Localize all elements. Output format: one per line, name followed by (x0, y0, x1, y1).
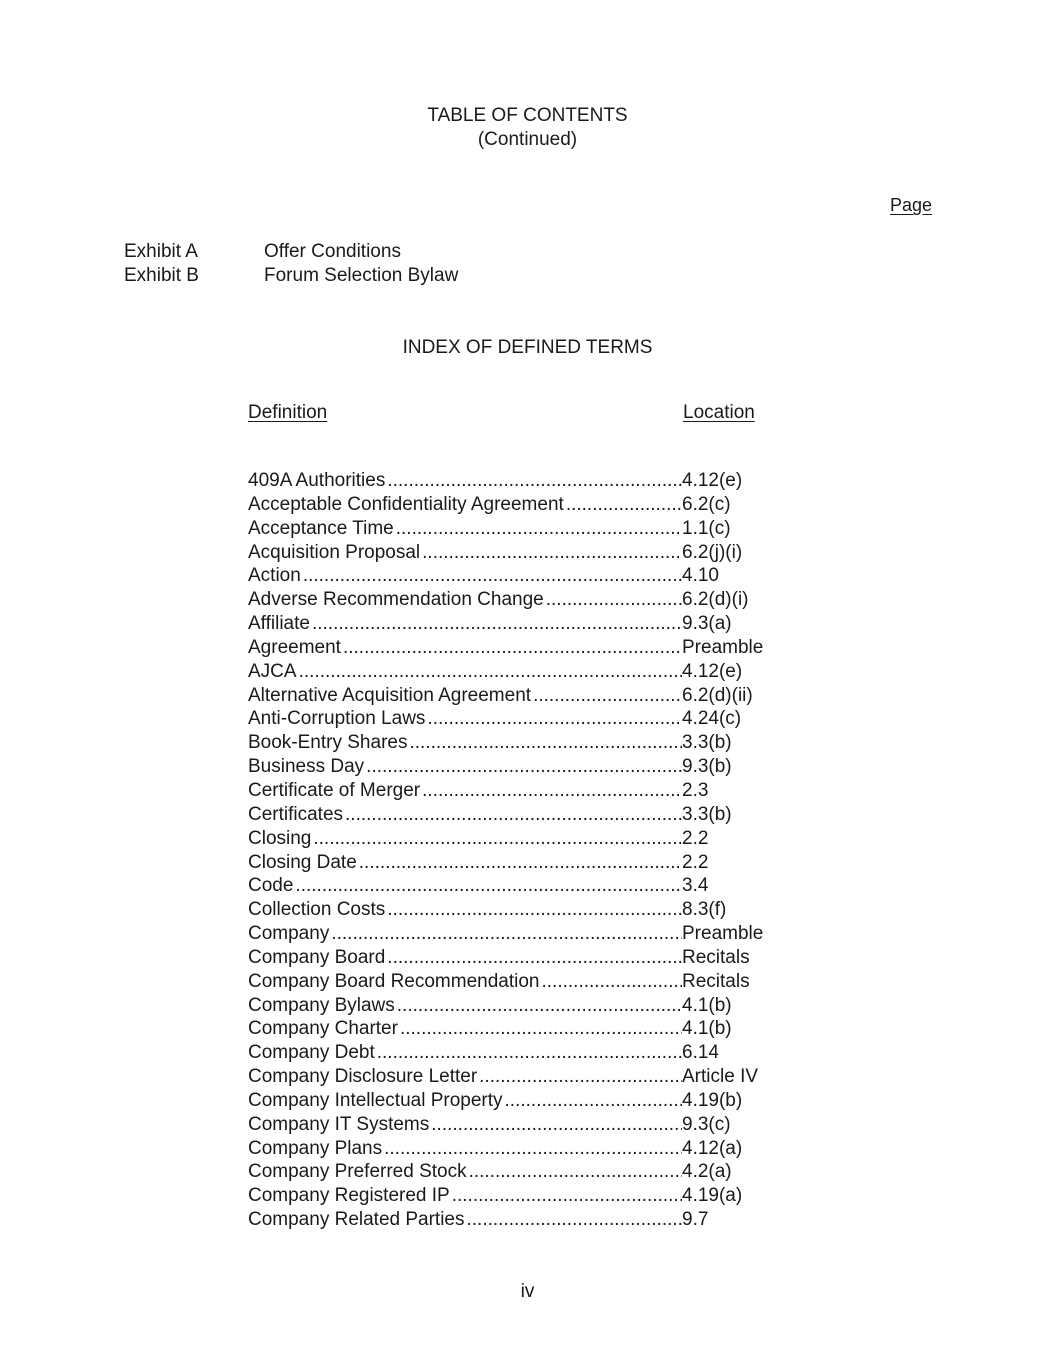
term-location: 4.19(a) (682, 1185, 743, 1207)
index-term-row (248, 1089, 808, 1113)
dot-leader (331, 922, 682, 946)
index-term-row (248, 1137, 808, 1161)
dot-leader (312, 612, 682, 636)
dot-leader (387, 469, 682, 493)
term-location: 4.2(a) (682, 1161, 732, 1183)
index-term-row (248, 1113, 808, 1137)
dot-leader (546, 588, 682, 612)
term-name: Company Related Parties (248, 1209, 465, 1231)
dot-leader (343, 636, 682, 660)
term-name-cell (248, 874, 682, 898)
term-name-cell (248, 1137, 682, 1161)
dot-leader (377, 1041, 682, 1065)
term-location: Recitals (682, 970, 750, 992)
index-term-row (248, 612, 808, 636)
term-location: 4.10 (682, 565, 719, 587)
index-term-row (248, 779, 808, 803)
term-location: 4.12(e) (682, 660, 743, 682)
term-location: Recitals (682, 946, 750, 968)
term-location: 9.3(a) (682, 613, 732, 635)
exhibit-title: Offer Conditions (264, 241, 401, 262)
term-name: 409A Authorities (248, 470, 386, 491)
index-title: INDEX OF DEFINED TERMS (402, 337, 653, 358)
term-location: 9.7 (682, 1209, 709, 1231)
term-location: 4.24(c) (682, 708, 742, 730)
index-term-row (248, 660, 808, 684)
index-term-row (248, 707, 808, 731)
dot-leader (303, 564, 682, 588)
dot-leader (422, 541, 682, 565)
term-location: 6.14 (682, 1042, 719, 1064)
term-location: 2.2 (682, 827, 709, 849)
index-term-row (248, 636, 808, 660)
term-location: 2.3 (682, 779, 709, 801)
term-name: Company Plans (248, 1137, 383, 1159)
exhibit-row (124, 264, 924, 288)
dot-leader (479, 1065, 682, 1089)
index-term-row (248, 851, 808, 875)
term-name: Company Registered IP (248, 1185, 450, 1207)
dot-leader (387, 898, 682, 922)
term-name: Business Day (248, 756, 365, 778)
exhibit-row (124, 240, 924, 264)
term-location: 4.1(b) (682, 994, 732, 1016)
term-name: Affiliate (248, 613, 310, 635)
term-location: 4.19(b) (682, 1089, 743, 1111)
term-name-cell (248, 779, 682, 803)
term-name: Closing (248, 827, 312, 849)
term-name: Company Preferred Stock (248, 1161, 467, 1183)
term-name: Book-Entry Shares (248, 732, 408, 754)
term-name-cell (248, 564, 682, 588)
dot-leader (542, 970, 683, 994)
definition-column-header: Definition (248, 402, 328, 423)
dot-leader (469, 1160, 682, 1184)
term-name: Anti-Corruption Laws (248, 708, 426, 730)
term-location: 6.2(d)(ii) (682, 684, 753, 706)
term-name-cell (248, 946, 682, 970)
index-term-row (248, 493, 808, 517)
term-name: Certificates (248, 803, 344, 825)
term-name: Company (248, 923, 330, 945)
exhibit-id: Exhibit B (124, 265, 199, 286)
dot-leader (427, 707, 682, 731)
term-name: Company Board (248, 946, 386, 968)
term-name-cell (248, 707, 682, 731)
index-term-row (248, 898, 808, 922)
term-location: Preamble (682, 636, 764, 658)
dot-leader (366, 755, 682, 779)
term-name: Company Charter (248, 1018, 398, 1040)
index-term-row (248, 1160, 808, 1184)
term-location: 6.2(j)(i) (682, 541, 743, 563)
index-term-row (248, 922, 808, 946)
index-term-row (248, 517, 808, 541)
term-location: 4.1(b) (682, 1018, 732, 1040)
exhibit-id: Exhibit A (124, 241, 198, 262)
dot-leader (400, 1017, 682, 1041)
term-name-cell (248, 1041, 682, 1065)
page-column-label: Page (890, 195, 933, 215)
toc-title: TABLE OF CONTENTS (427, 105, 628, 126)
dot-leader (295, 874, 682, 898)
term-name: Adverse Recommendation Change (248, 589, 544, 611)
term-name: Company Disclosure Letter (248, 1066, 478, 1088)
dot-leader (431, 1113, 682, 1137)
dot-leader (566, 493, 682, 517)
term-name: Company Bylaws (248, 994, 395, 1016)
term-name-cell (248, 588, 682, 612)
term-name: Acceptance Time (248, 517, 394, 539)
term-name-cell (248, 1208, 682, 1232)
index-term-row (248, 588, 808, 612)
location-column-header: Location (683, 402, 755, 423)
term-name: Company Debt (248, 1042, 375, 1064)
term-name-cell (248, 1089, 682, 1113)
term-name-cell (248, 1017, 682, 1041)
term-name-cell (248, 1160, 682, 1184)
dot-leader (505, 1089, 682, 1113)
dot-leader (313, 827, 682, 851)
term-name: Acquisition Proposal (248, 541, 421, 563)
term-location: 2.2 (682, 851, 709, 873)
term-name: Agreement (248, 636, 341, 658)
index-term-row (248, 755, 808, 779)
term-name-cell (248, 1184, 682, 1208)
dot-leader (452, 1184, 682, 1208)
index-term-row (248, 1065, 808, 1089)
dot-leader (299, 660, 682, 684)
term-name-cell (248, 731, 682, 755)
term-name: Company Board Recommendation (248, 970, 540, 992)
dot-leader (467, 1208, 683, 1232)
term-location: 1.1(c) (682, 517, 731, 539)
index-term-row (248, 1184, 808, 1208)
term-location: 8.3(f) (682, 899, 727, 921)
dot-leader (396, 517, 682, 541)
exhibit-title: Forum Selection Bylaw (264, 265, 459, 286)
term-name-cell (248, 541, 682, 565)
term-location: Preamble (682, 923, 764, 945)
term-name-cell (248, 827, 682, 851)
index-term-row (248, 731, 808, 755)
term-name-cell (248, 922, 682, 946)
index-term-row (248, 970, 808, 994)
defined-terms-list (248, 469, 808, 1232)
term-location: 6.2(d)(i) (682, 589, 749, 611)
index-term-row (248, 1208, 808, 1232)
term-name-cell (248, 636, 682, 660)
term-name-cell (248, 1113, 682, 1137)
term-location: 3.3(b) (682, 732, 732, 754)
dot-leader (397, 994, 682, 1018)
term-location: 4.12(a) (682, 1137, 743, 1159)
dot-leader (387, 946, 682, 970)
term-location: 6.2(c) (682, 493, 731, 515)
term-location: Article IV (682, 1066, 759, 1088)
term-name-cell (248, 1065, 682, 1089)
dot-leader (384, 1137, 682, 1161)
term-name: Collection Costs (248, 899, 386, 921)
toc-subtitle: (Continued) (477, 129, 578, 150)
term-name-cell (248, 851, 682, 875)
index-term-row (248, 827, 808, 851)
term-name-cell (248, 970, 682, 994)
index-term-row (248, 684, 808, 708)
term-name: Code (248, 875, 294, 897)
index-term-row (248, 1017, 808, 1041)
term-name-cell (248, 493, 682, 517)
term-location: 4.12(e) (682, 470, 743, 491)
term-name: Certificate of Merger (248, 779, 421, 801)
index-term-row (248, 946, 808, 970)
index-term-row (248, 541, 808, 565)
term-name-cell (248, 660, 682, 684)
term-name-cell (248, 898, 682, 922)
term-name: Closing Date (248, 851, 357, 873)
index-term-row (248, 874, 808, 898)
dot-leader (533, 684, 682, 708)
term-name: Action (248, 565, 301, 587)
term-location: 9.3(c) (682, 1113, 731, 1135)
term-name-cell (248, 803, 682, 827)
dot-leader (422, 779, 682, 803)
term-name-cell (248, 517, 682, 541)
term-name-cell (248, 469, 682, 493)
index-term-row (248, 1041, 808, 1065)
dot-leader (345, 803, 682, 827)
term-location: 3.3(b) (682, 803, 732, 825)
term-name: Alternative Acquisition Agreement (248, 684, 532, 706)
term-name: Acceptable Confidentiality Agreement (248, 493, 564, 515)
term-name-cell (248, 994, 682, 1018)
index-term-row (248, 803, 808, 827)
term-location: 9.3(b) (682, 756, 732, 778)
term-name-cell (248, 684, 682, 708)
term-name: AJCA (248, 660, 297, 682)
dot-leader (409, 731, 682, 755)
index-term-row (248, 469, 808, 493)
index-term-row (248, 994, 808, 1018)
page-number: iv (520, 1281, 535, 1302)
dot-leader (359, 851, 682, 875)
term-name: Company Intellectual Property (248, 1089, 503, 1111)
exhibit-list (124, 240, 924, 288)
index-term-row (248, 564, 808, 588)
term-name-cell (248, 612, 682, 636)
term-location: 3.4 (682, 875, 709, 897)
term-name-cell (248, 755, 682, 779)
term-name: Company IT Systems (248, 1113, 430, 1135)
